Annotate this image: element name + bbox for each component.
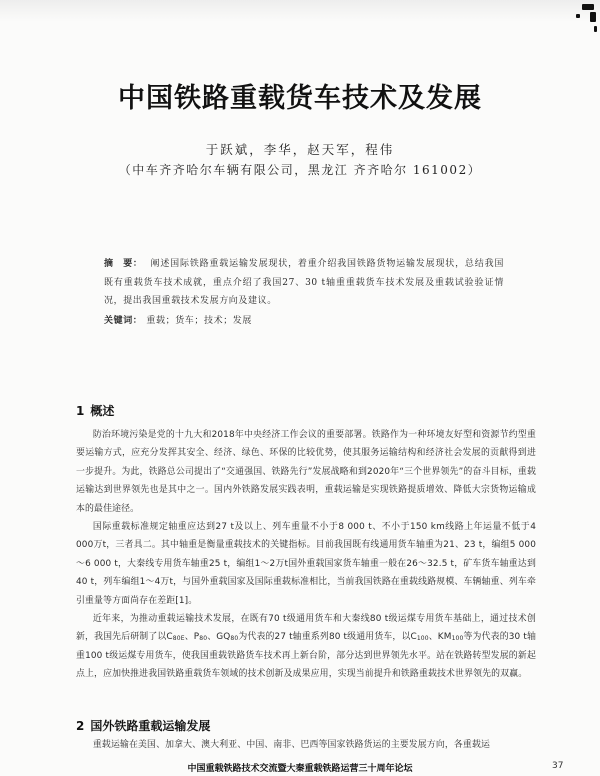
subscript: 80E — [172, 635, 185, 643]
section-2-heading — [76, 717, 210, 734]
author-affiliation: （中车齐齐哈尔车辆有限公司，黑龙江 齐齐哈尔 161002） — [118, 163, 482, 177]
subscript: 100 — [416, 635, 429, 643]
page-number: 37 — [552, 761, 564, 771]
section-number: 2 — [76, 719, 85, 733]
section-title: 国外铁路重载运输发展 — [90, 719, 211, 733]
scan-speck — [590, 12, 596, 22]
keywords-text: 重载；货车；技术；发展 — [146, 316, 253, 326]
running-footer: 中国重载铁路技术交流暨大秦重载铁路运营三十周年论坛 — [187, 764, 413, 774]
scan-speck — [582, 4, 594, 10]
abstract — [104, 255, 504, 311]
scan-speck — [576, 14, 580, 18]
author-list: 于跃斌，李华，赵天军，程伟 — [205, 142, 395, 157]
section-1-heading — [76, 402, 114, 419]
paragraph: 防治环境污染是党的十九大和2018年中央经济工作会议的重要部署。铁路作为一种环境友好型和资源节约型重要运输方式，应充分发挥其安全、经济、绿色、环保的比较优势，使其服务运输结构和经济社会发展的贡献得到进一步提升。为此，铁路总公司提出了“交通强国、铁路先行”发展战略和到2020年“三个世界领先”的奋斗目标，重载运输达到世界领先也是其中之一。国内外铁路发展实践表明，重载运输是实现铁路提质增效、降低大宗货物运输成本的最佳途径。 — [76, 430, 536, 514]
subscript: 80 — [230, 635, 239, 643]
abstract-label: 摘 要： — [104, 259, 143, 269]
section-1-body — [76, 426, 536, 684]
section-number: 1 — [76, 404, 85, 418]
paragraph: 重载运输在美国、加拿大、澳大利亚、中国、南非、巴西等国家铁路货运的主要发展方向，各重载运 — [92, 740, 491, 750]
subscript: 100 — [451, 635, 464, 643]
section-2-body — [76, 736, 536, 754]
section-title: 概述 — [90, 404, 115, 418]
keywords — [104, 312, 504, 330]
scan-top-edge — [0, 0, 600, 22]
subscript: 80 — [199, 635, 208, 643]
scan-speck — [594, 26, 597, 32]
keywords-label: 关键词： — [104, 316, 143, 326]
paragraph: 国际重载标准规定轴重应达到27 t及以上、列车重量不小于8 000 t、不小于150 km线路上年运量不低于4 000万t，三者具二。其中轴重是衡量重载技术的关键指标。目前我国既有线通用货车轴重为21、23 t，编组5 000～6 000 t，大秦线专用货车轴重25 t，编组1～2万t国外重载国家货车轴重一般在26～32.5 t，矿车货车轴重达到40 t，列车编组1～4万t，与国外重载国家及国际重载标准相比，当前我国铁路在重载线路规模、车辆轴重、列车牵引重量等方面尚存在差距[1]。 — [76, 522, 536, 606]
paragraph: 近年来，为推动重载运输技术发展，在既有70 t级通用货车和大秦线80 t级运煤专用货车基础上，通过技术创新，我国先后研制了以$C_{80E}$、$P_{80}$、$GQ_{80}$为代表的27 t轴重系列80 t级通用货车，以$C_{100}$、$KM_{100}$等为代表的30 t轴重100 t级运煤专用货车，使我国重载铁路货车技术再上新台阶，部分达到世界领先水平。站在铁路转型发展的新起点上，应加快推进我国铁路重载货车领域的技术创新及成果应用，实现当前提升和铁路重载技术世界领先的双赢。 — [76, 614, 536, 680]
paper-title: 中国铁路重载货车技术及发展 — [118, 83, 482, 114]
abstract-text: 阐述国际铁路重载运输发展现状，着重介绍我国铁路货物运输发展现状，总结我国既有重载货车技术成就，重点介绍了我国27、30 t轴重重载货车技术发展及重载试验验证情况，提出我国重载技术发展方向及建议。 — [104, 259, 504, 306]
